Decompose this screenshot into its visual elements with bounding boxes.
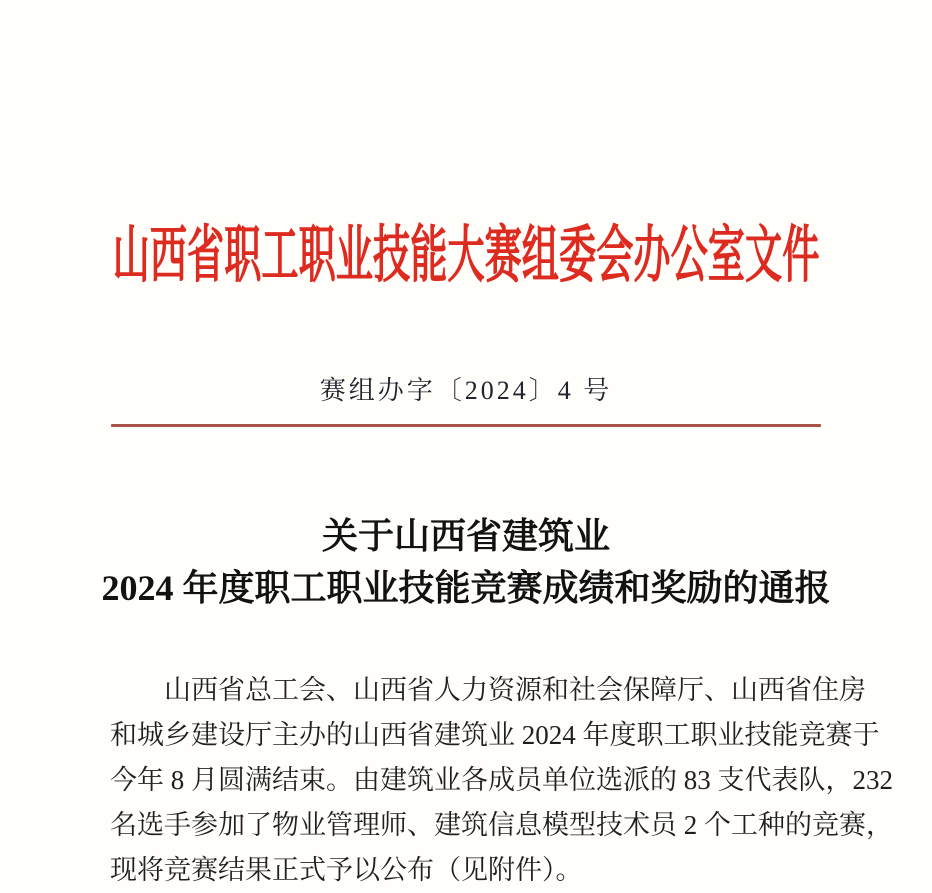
body-line: 山西省总工会、山西省人力资源和社会保障厅、山西省住房 bbox=[164, 675, 866, 705]
body-line: 和城乡建设厅主办的山西省建筑业 2024 年度职工职业技能竞赛于 bbox=[110, 720, 880, 750]
document-title-line1: 关于山西省建筑业 bbox=[321, 516, 610, 556]
body-line: 今年 8 月圆满结束。由建筑业各成员单位选派的 83 支代表队，232 bbox=[110, 765, 893, 795]
red-divider-line bbox=[111, 424, 821, 427]
masthead-title: 山西省职工职业技能大赛组委会办公室文件 bbox=[112, 222, 820, 290]
body-line: 现将竞赛结果正式予以公布（见附件）。 bbox=[110, 855, 583, 885]
body-paragraph bbox=[110, 668, 893, 893]
doc-number: 赛组办字〔2024〕4 号 bbox=[319, 376, 613, 405]
document-title bbox=[0, 510, 932, 614]
body-line: 名选手参加了物业管理师、建筑信息模型技术员 2 个工种的竞赛， bbox=[110, 810, 893, 840]
document-title-line2: 2024 年度职工职业技能竞赛成绩和奖励的通报 bbox=[101, 568, 831, 608]
